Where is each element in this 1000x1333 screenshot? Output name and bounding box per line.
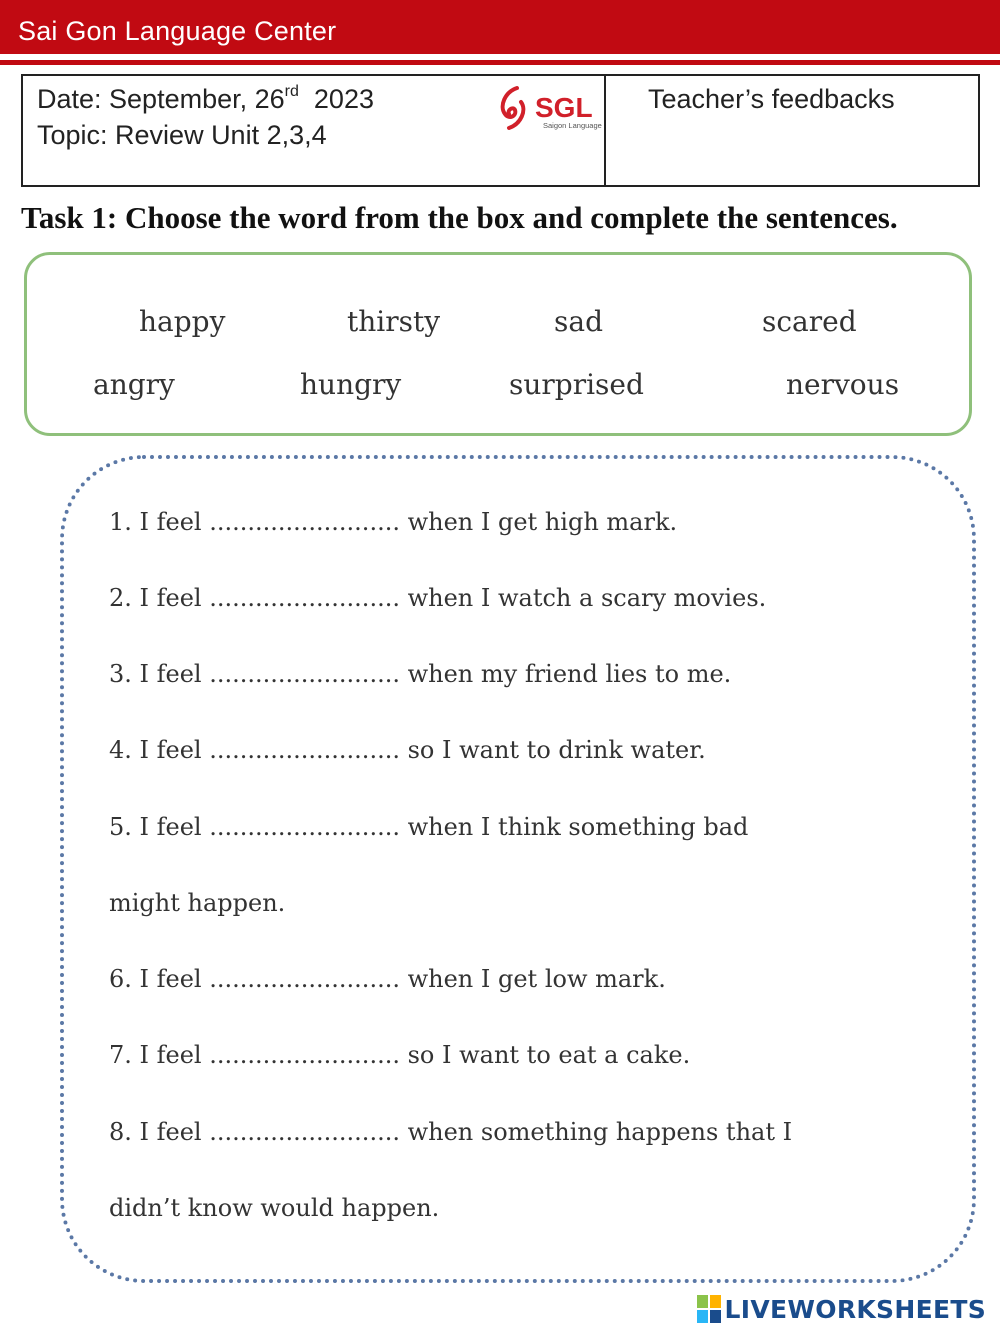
sentence-line: 3. I feel ......................... when my friend lies to me. (109, 660, 732, 688)
word-option: angry (93, 368, 175, 401)
date-ordinal: rd (284, 83, 299, 100)
header-divider (0, 60, 1000, 65)
lesson-topic: Topic: Review Unit 2,3,4 (37, 120, 327, 150)
word-option: hungry (300, 368, 402, 401)
sentence-line: might happen. (109, 889, 286, 917)
word-box (24, 252, 972, 436)
sentence-line: 5. I feel ......................... when I think something bad (109, 813, 749, 841)
lesson-date: Date: September, 26rd 2023 (37, 83, 374, 114)
word-option: scared (762, 305, 857, 338)
sgl-logo-text: SGL (535, 92, 593, 123)
sentence-line: 6. I feel ......................... when I get low mark. (109, 965, 666, 993)
task-title: Task 1: Choose the word from the box and complete the sentences. (21, 200, 898, 235)
word-option: sad (554, 305, 603, 338)
footer-brand (697, 1292, 986, 1326)
feedback-label: Teacher’s feedbacks (648, 84, 895, 114)
word-option: surprised (509, 368, 644, 401)
feedback-box (606, 74, 980, 187)
sentence-line: 1. I feel ......................... when I get high mark. (109, 508, 678, 536)
center-name: Sai Gon Language Center (18, 16, 337, 46)
liveworksheets-logo-icon (697, 1295, 721, 1323)
sentence-line: didn’t know would happen. (109, 1194, 440, 1222)
sentence-line: 4. I feel ......................... so I want to drink water. (109, 736, 706, 764)
sentence-line: 7. I feel ......................... so I want to eat a cake. (109, 1041, 691, 1069)
sgl-logo-icon (495, 84, 607, 134)
sentence-line: 2. I feel ......................... when I watch a scary movies. (109, 584, 767, 612)
word-option: happy (139, 305, 226, 338)
sgl-logo-subtext: Saigon Language (543, 121, 602, 130)
word-option: thirsty (347, 305, 441, 338)
sentences-box (60, 455, 976, 1283)
word-option: nervous (786, 368, 900, 401)
lesson-info-box (21, 74, 606, 187)
liveworksheets-brand-text: LIVEWORKSHEETS (724, 1294, 986, 1324)
header-bar (0, 0, 1000, 54)
sentence-line: 8. I feel ......................... when something happens that I (109, 1118, 793, 1146)
